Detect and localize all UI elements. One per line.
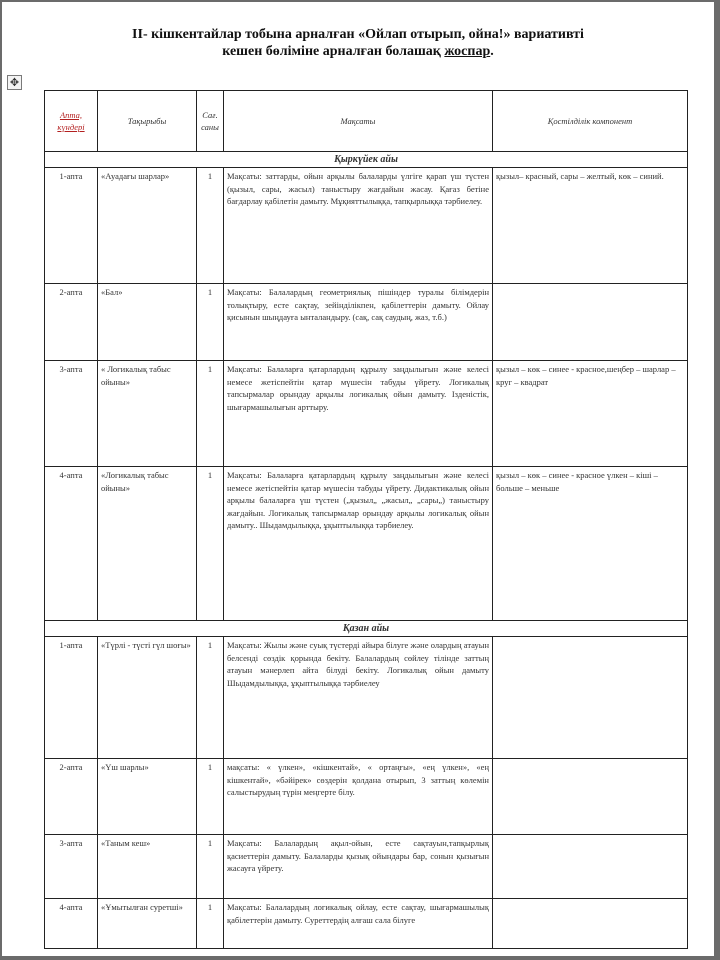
hours-cell: 1: [197, 835, 224, 899]
plan-table: [44, 90, 688, 949]
table-row: [45, 467, 688, 621]
week-cell: 1-апта: [45, 637, 98, 759]
table-header-row: [45, 91, 688, 152]
component-cell: қызыл – көк – синее - красное,шеңбер – шарлар – круг – квадрат: [493, 361, 688, 467]
header-goal: Мақсаты: [224, 91, 493, 152]
month-row: [45, 152, 688, 168]
header-component: Қостілділік компонент: [493, 91, 688, 152]
week-cell: 2-апта: [45, 759, 98, 835]
table-row: [45, 168, 688, 284]
goal-cell: Мақсаты: Балаларға қатарлардың құрылу заңдылығын және келесі немесе жетіспейтін қатар мүшесін табуды үйрету. Дидактикалық ойын арқылы балаларға үш түстен („қызыл„ „жасыл„ „сары„) таныстыру жағдайын. Логикалық тапсырмалар орындау арқылы логикалық ойын дамыту.. Шыдамдылыққа, ұқыптылыққа тәрбиелеу.: [224, 467, 493, 621]
component-cell: [493, 759, 688, 835]
header-topic: Тақырыбы: [98, 91, 197, 152]
title-period: .: [490, 44, 494, 59]
header-hours: Сағ. саны: [197, 91, 224, 152]
table-row: [45, 759, 688, 835]
component-cell: қызыл – көк – синее - красное үлкен – кіші – больше – меньше: [493, 467, 688, 621]
topic-cell: «Бал»: [98, 284, 197, 361]
topic-cell: «Түрлі - түсті гүл шоғы»: [98, 637, 197, 759]
month-label: Қазан айы: [45, 621, 688, 637]
table-row: [45, 284, 688, 361]
topic-cell: «Ұмытылған суретші»: [98, 899, 197, 949]
topic-cell: « Логикалық табыс ойыны»: [98, 361, 197, 467]
title-line-1: II- кішкентайлар тобына арналған «Ойлап отырып, ойна!» вариативті: [132, 27, 584, 42]
hours-cell: 1: [197, 168, 224, 284]
component-cell: [493, 899, 688, 949]
component-cell: қызыл– красный, сары – желтый, көк – синий.: [493, 168, 688, 284]
title-line-2-text: кешен бөліміне арналған болашақ: [222, 44, 445, 59]
topic-cell: «Ауадағы шарлар»: [98, 168, 197, 284]
component-cell: [493, 637, 688, 759]
table-row: [45, 835, 688, 899]
goal-cell: Мақсаты: Балалардың логикалық ойлау, есте сақтау, шығармашылық қабілеттерін дамыту. Суреттердің алғаш сала білуге: [224, 899, 493, 949]
topic-cell: «Логикалық табыс ойыны»: [98, 467, 197, 621]
table-row: [45, 637, 688, 759]
title-line-2: [2, 43, 714, 60]
header-period: Апта, күндері: [45, 91, 98, 152]
week-cell: 2-апта: [45, 284, 98, 361]
goal-cell: Мақсаты: Балаларға қатарлардың құрылу заңдылығын және келесі немесе жетіспейтін қатар мүшесін табуды үйрету. Логикалық тапсырмалар орындау арқылы логикалық ойын дамыту. Ізденістік, шығармашылығын арттыру.: [224, 361, 493, 467]
table-row: [45, 899, 688, 949]
week-cell: 3-апта: [45, 835, 98, 899]
week-cell: 1-апта: [45, 168, 98, 284]
goal-cell: мақсаты: « үлкен», «кішкентай», « ортаңғы», «ең үлкен», «ең кішкентай», «бәйірек» сөздерін қолдана отырып, 3 заттың көлемін салыстырудың түрін меңгерте білу.: [224, 759, 493, 835]
topic-cell: «Таным кеш»: [98, 835, 197, 899]
document-title: [2, 26, 714, 60]
table-move-handle-icon[interactable]: ✥: [7, 75, 22, 90]
hours-cell: 1: [197, 284, 224, 361]
hours-cell: 1: [197, 759, 224, 835]
month-label: Қыркүйек айы: [45, 152, 688, 168]
title-underlined-word: жоспар: [444, 44, 491, 59]
hours-cell: 1: [197, 899, 224, 949]
week-cell: 4-апта: [45, 899, 98, 949]
component-cell: [493, 835, 688, 899]
document-page: [2, 2, 714, 956]
goal-cell: Мақсаты: Балалардың геометриялық пішіндер туралы білімдерін толықтыру, есте сақтау, зейінділікпен, қабілеттерін дамыту. Ойлау қисынын шыңдауға ынталандыру. (сақ, сақ саудың, жаз, т.б.): [224, 284, 493, 361]
goal-cell: Мақсаты: заттарды, ойын арқылы балаларды үлгіге қарап үш түстен (қызыл, сары, жасыл) таныстыру жағдайын жасау. Қағаз бетіне бағдарлау қабілетін дамыту. Мұқияттылыққа, тапқырлыққа тәрбиелеу.: [224, 168, 493, 284]
table-row: [45, 361, 688, 467]
week-cell: 3-апта: [45, 361, 98, 467]
component-cell: [493, 284, 688, 361]
hours-cell: 1: [197, 637, 224, 759]
month-row: [45, 621, 688, 637]
week-cell: 4-апта: [45, 467, 98, 621]
goal-cell: Мақсаты: Жылы және суық түстерді айыра білуге және олардың атауын белсенді сөздік қорында бекіту. Балалардың сөйлеу тілінде заттың атауын мәнерлеп айта білуді бекіту. Логикалық ойын дамыту Шыдамдылыққа, ұқыптылыққа тәрбиелеу: [224, 637, 493, 759]
topic-cell: «Үш шарлы»: [98, 759, 197, 835]
hours-cell: 1: [197, 361, 224, 467]
hours-cell: 1: [197, 467, 224, 621]
goal-cell: Мақсаты: Балалардың ақыл-ойын, есте сақтауын,тапқырлық қасиеттерін дамыту. Балаларды қызық ойындары бар, сонын қызығын жасауға үйрету.: [224, 835, 493, 899]
